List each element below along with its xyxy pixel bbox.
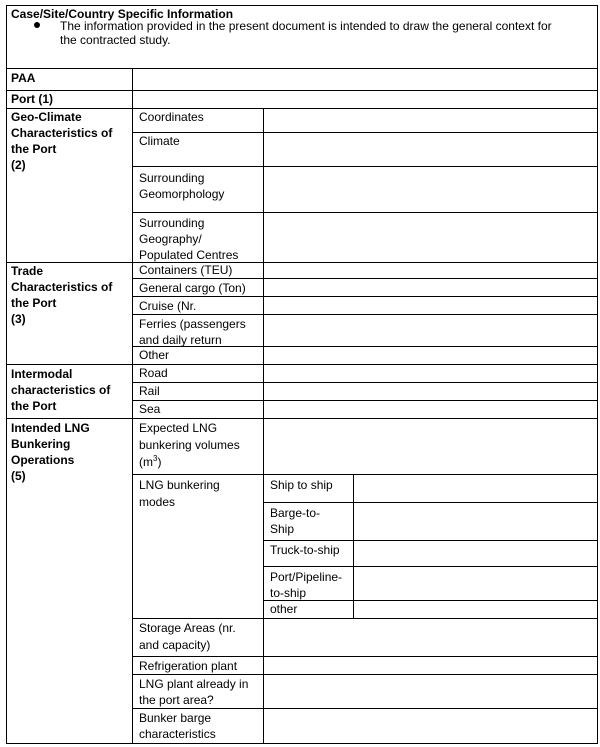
containers-label: Containers (TEU)	[139, 263, 233, 277]
port-pipeline-to-ship-label: Port/Pipeline- to-ship	[270, 570, 343, 600]
sea-label: Sea	[139, 402, 161, 416]
paa-label: PAA	[11, 71, 36, 85]
bullet-icon	[34, 22, 40, 28]
lng-mode-other-label: other	[270, 602, 298, 616]
road-label: Road	[139, 366, 168, 380]
refrigeration-plant-label: Refrigeration plant	[139, 659, 238, 673]
cruise-label: Cruise (Nr.	[139, 299, 197, 313]
rail-label: Rail	[139, 384, 160, 398]
intro-text-line-1: The information provided in the present document is intended to draw the general context for	[60, 19, 552, 33]
form-title: Case/Site/Country Specific Information	[11, 7, 234, 21]
truck-to-ship-label: Truck-to-ship	[270, 543, 340, 557]
climate-label: Climate	[139, 134, 180, 148]
ferries-label: Ferries (passengers and daily return	[139, 317, 246, 346]
intro-text-line-2: the contracted study.	[60, 33, 171, 47]
ship-to-ship-label: Ship to ship	[270, 478, 333, 492]
port-label: Port (1)	[11, 92, 53, 106]
trade-other-label: Other	[139, 348, 170, 362]
coordinates-label: Coordinates	[139, 110, 204, 124]
general-cargo-label: General cargo (Ton)	[139, 281, 246, 295]
specific-information-form: Case/Site/Country Specific Information The information provided in the present document is intended to draw the general context for the contracted study. PAA Port (1) Geo-Climate Characteristics of the Port (2) Trade Characteristics of the Port (3) Intermodal characteristics of the Port Intended LNG Bunkering Operations (5) Coordinates Climate Surrounding Geomorphology Surrounding Geography/ Populated Centres Containers (TEU) General cargo (Ton) Cruise (Nr. Ferries (passengers and daily return Other Road Rail Sea Expected LNG bunkering volumes $(m^3)$ LNG bunkering modes Ship to ship Barge-to- Ship Truck-to-ship Port/Pipeline- to-ship other Storage Areas (nr. and capacity) Refrigeration plant LNG plant already in the port area? Bunker barge characteristics	[0, 0, 600, 747]
surrounding-geography-label: Surrounding Geography/ Populated Centres	[139, 216, 239, 262]
